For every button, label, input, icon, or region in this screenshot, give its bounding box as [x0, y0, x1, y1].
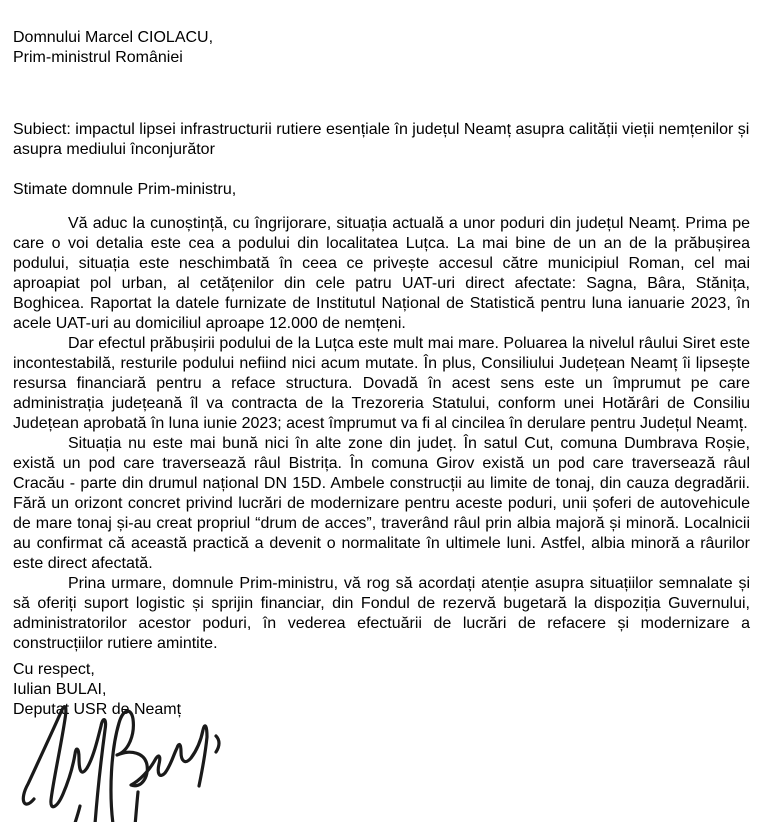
recipient-name: Domnului Marcel CIOLACU,: [13, 29, 214, 46]
closing-sender-title: Deputat USR de Neamț: [13, 701, 182, 718]
paragraph-2: Dar efectul prăbușirii podului de la Luțca este mult mai mare. Poluarea la nivelul râului Siret este incontestabilă, resturile podului nefiind nici acum mutate. În plus, Consiliului Județean Neamț îi lipsește resursa financiară pentru a reface structura. Dovadă în acest sens este un împrumut pe care administrația județeană îl va contracta de la Trezoreria Statului, conform unei Hotărâri de Consiliu Județean aprobată în luna iunie 2023; acest împrumut va fi al cincilea în derulare pentru Județul Neamț.: [13, 335, 750, 432]
paragraph-3: Situația nu este mai bună nici în alte zone din județ. În satul Cut, comuna Dumbrava Roșie, există un pod care traversează râul Bistrița. În comuna Girov există un pod care traversează râul Cracău - parte din drumul național DN 15D. Ambele construcții au limite de tonaj, din cauza degradării. Fără un orizont concret privind lucrări de modernizare pentru aceste poduri, unii șoferi de autovehicule de mare tonaj și-au creat propriul “drum de acces”, traverând râul prin albia majoră și minoră. Localnicii au confirmat că această practică a devenit o normalitate în ultimele luni. Astfel, albia minoră a râurilor este direct afectată.: [13, 435, 750, 572]
recipient-title: Prim-ministrul României: [13, 49, 183, 66]
closing-salute: Cu respect,: [13, 661, 95, 678]
paragraph-1: Vă aduc la cunoștință, cu îngrijorare, situația actuală a unor poduri din județul Neamț. Prima pe care o voi detalia este cea a podului din localitatea Luțca. La mai bine de un an de la prăbușirea podului, situația este neschimbată în ceea ce privește accesul către municipiul Roman, cel mai aproapiat pol urban, al cetățenilor din cele patru UAT-uri direct afectate: Sagna, Bâra, Stănița, Boghicea. Raportat la datele furnizate de Institutul Național de Statistică pentru luna ianuarie 2023, în acele UAT-uri au domiciliul aproape 12.000 de nemțeni.: [13, 215, 750, 332]
subject-line: Subiect: impactul lipsei infrastructurii rutiere esențiale în județul Neamț asupra calității vieții nemțenilor și asupra mediului înconjurător: [13, 121, 750, 158]
closing-sender-name: Iulian BULAI,: [13, 681, 107, 698]
paragraph-4: Prina urmare, domnule Prim-ministru, vă rog să acordați atenție asupra situațiilor semnalate și să oferiți suport logistic și sprijin financiar, din Fondul de rezervă bugetară la dispoziția Guvernului, administratorilor acestor poduri, în vederea efectuării de lucrări de refacere și modernizare a construcțiilor rutiere amintite.: [13, 575, 750, 652]
salutation: Stimate domnule Prim-ministru,: [13, 181, 237, 198]
closing-block: [13, 660, 750, 720]
recipient-block: [13, 28, 750, 68]
